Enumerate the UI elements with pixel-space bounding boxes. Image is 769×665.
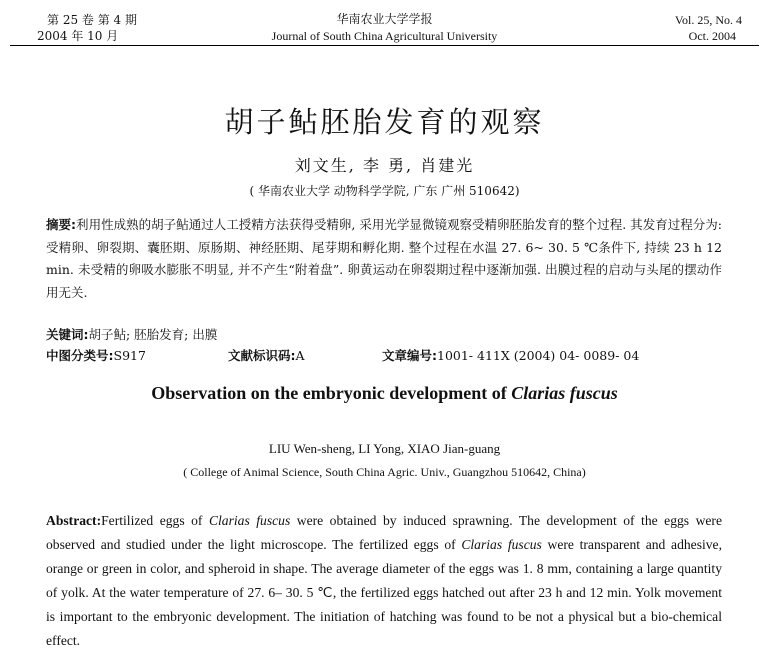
journal-name-cn: 华南农业大学学报 [336,12,433,26]
volume-issue-cn: 第 25 卷 第 4 期 [47,13,137,27]
title-en-prefix: Observation on the embryonic development of [151,383,512,403]
affiliation-en: ( College of Animal Science, South China Agric. Univ., Guangzhou 510642, China) [183,465,586,479]
article-no-value: 1001- 411X (2004) 04- 0089- 04 [437,348,640,363]
keywords-line [46,325,217,343]
abstract-cn [46,214,722,304]
keywords-value: 胡子鲇; 胚胎发育; 出膜 [88,327,218,342]
clc-line [46,346,146,364]
abstract-cn-label: 摘要: [46,217,77,232]
keywords-label: 关键词: [46,327,89,342]
title-en [0,383,769,404]
abstract-en-text-3: were transparent and adhesive, orange or green in color, and spheroid in shape. The average diameter of the eggs was 1. 8 mm, containing a large quantity of yolk. At the water temperature of 27. 6– 30. 5 ℃, the fertilized eggs hatched out after 23 h and 12 min. Yolk movement is important to the embryonic development. The initiation of hatching was found to be not a physical but a bio-chemical effect. [46,537,722,648]
article-no-line [382,346,639,364]
authors-en: LIU Wen-sheng, LI Yong, XIAO Jian-guang [268,441,501,456]
header-rule [10,45,759,46]
doc-code-label: 文献标识码: [228,348,296,363]
volume-issue-en: Vol. 25, No. 4 [674,13,742,27]
doc-code-value: A [295,348,305,363]
affiliation-cn: ( 华南农业大学 动物科学学院, 广东 广州 510642) [249,184,520,198]
abstract-en-species-2: Clarias fuscus [461,537,542,552]
authors-cn: 刘文生, 李 勇, 肖建光 [294,156,475,175]
journal-name-en: Journal of South China Agricultural University [271,29,498,43]
article-no-label: 文章编号: [382,348,437,363]
abstract-en-text-2: were obtained by induced sprawning. The development of the eggs were observed and studied under the light microscope. The fertilized eggs of [46,513,722,552]
abstract-en [46,509,722,653]
date-cn: 2004 年 10 月 [37,29,119,43]
doc-code-line [228,346,305,364]
date-en: Oct. 2004 [688,29,736,43]
abstract-en-label: Abstract: [46,513,102,528]
clc-value: S917 [113,348,146,363]
clc-label: 中图分类号: [46,348,114,363]
abstract-en-text-1: Fertilized eggs of [101,513,209,528]
abstract-cn-text: 利用性成熟的胡子鲇通过人工授精方法获得受精卵, 采用光学显微镜观察受精卵胚胎发育的整个过程. 其发育过程分为: 受精卵、卵裂期、囊胚期、原肠期、神经胚期、尾芽期和孵化期. 整个过程在水温 27. 6~ 30. 5 ℃条件下, 持续 23 h 12 min. 未受精的卵吸水膨胀不明显, 并不产生“附着盘”. 卵黄运动在卵裂期过程中逐渐加强. 出膜过程的启动与头尾的摆动作用无关. [46,217,722,300]
abstract-en-species-1: Clarias fuscus [208,513,291,528]
title-cn: 胡子鲇胚胎发育的观察 [224,105,545,139]
title-en-species: Clarias fuscus [511,383,618,403]
